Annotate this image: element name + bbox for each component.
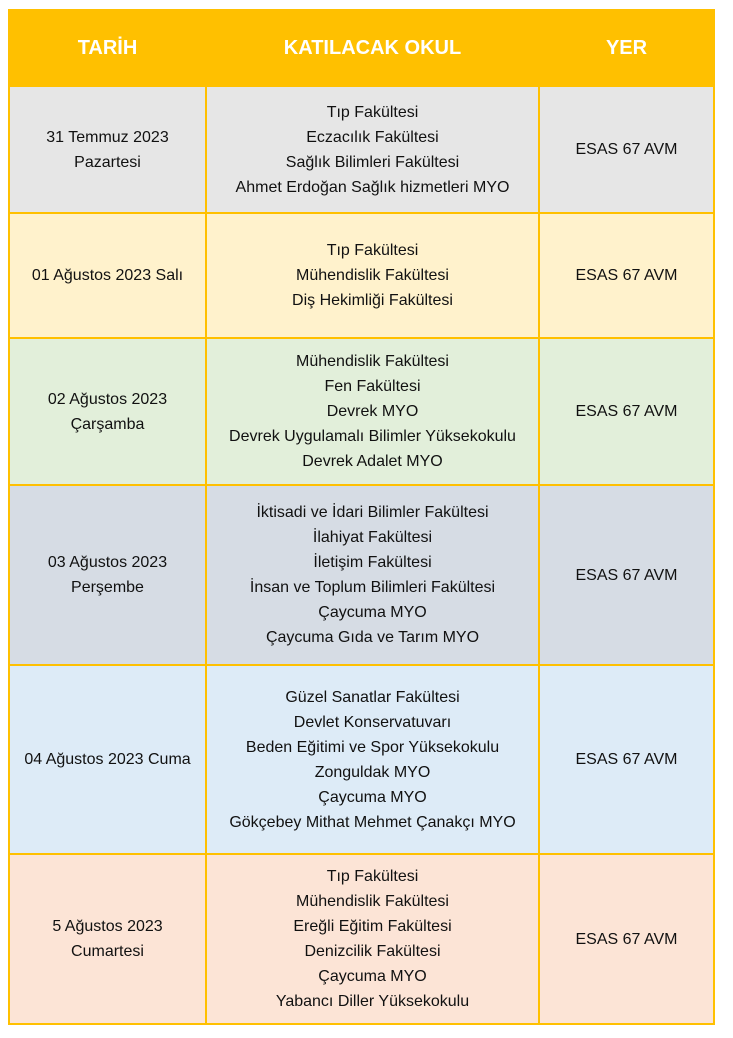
school-name: Diş Hekimliği Fakültesi xyxy=(292,292,453,309)
school-name: İnsan ve Toplum Bilimleri Fakültesi xyxy=(249,579,496,596)
date-cell: 01 Ağustos 2023 Salı xyxy=(9,213,206,338)
school-name: Tıp Fakültesi xyxy=(326,868,419,885)
school-name: İletişim Fakültesi xyxy=(313,554,432,571)
school-name: Beden Eğitimi ve Spor Yüksekokulu xyxy=(245,738,500,756)
table-row xyxy=(9,854,714,1024)
place-cell: ESAS 67 AVM xyxy=(539,86,714,213)
school-name: Mühendislik Fakültesi xyxy=(296,893,449,910)
date-cell: 03 Ağustos 2023 Perşembe xyxy=(9,485,206,665)
school-name: Çaycuma MYO xyxy=(318,604,427,621)
school-name: İktisadi ve İdari Bilimler Fakültesi xyxy=(256,504,489,521)
school-name: Ahmet Erdoğan Sağlık hizmetleri MYO xyxy=(235,178,510,196)
school-name: Çaycuma Gıda ve Tarım MYO xyxy=(265,629,480,646)
schedule-table xyxy=(8,9,715,1025)
table-row xyxy=(9,665,714,854)
school-cell xyxy=(206,854,539,1024)
school-name: Devrek Adalet MYO xyxy=(302,453,443,470)
school-name: Sağlık Bilimleri Fakültesi xyxy=(285,153,460,171)
school-name: Eczacılık Fakültesi xyxy=(306,128,439,146)
school-name: Mühendislik Fakültesi xyxy=(296,353,449,370)
table-row xyxy=(9,86,714,213)
school-cell xyxy=(206,86,539,213)
header-school: KATILACAK OKUL xyxy=(206,10,539,86)
place-cell: ESAS 67 AVM xyxy=(539,338,714,485)
school-name: Güzel Sanatlar Fakültesi xyxy=(285,688,460,706)
school-name: Denizcilik Fakültesi xyxy=(304,943,441,960)
school-name: Devrek Uygulamalı Bilimler Yüksekokulu xyxy=(229,428,516,445)
school-cell xyxy=(206,213,539,338)
school-name: Zonguldak MYO xyxy=(314,763,431,781)
table-row xyxy=(9,213,714,338)
school-name: Yabancı Diller Yüksekokulu xyxy=(275,993,470,1010)
school-name: Gökçebey Mithat Mehmet Çanakçı MYO xyxy=(229,813,516,831)
school-name: Mühendislik Fakültesi xyxy=(296,267,449,284)
school-cell xyxy=(206,665,539,854)
school-name: Tıp Fakültesi xyxy=(326,242,419,259)
school-cell xyxy=(206,338,539,485)
school-name: Tıp Fakültesi xyxy=(326,103,419,121)
place-cell: ESAS 67 AVM xyxy=(539,854,714,1024)
place-cell: ESAS 67 AVM xyxy=(539,213,714,338)
place-cell: ESAS 67 AVM xyxy=(539,665,714,854)
place-cell: ESAS 67 AVM xyxy=(539,485,714,665)
date-cell: 02 Ağustos 2023 Çarşamba xyxy=(9,338,206,485)
school-name: Ereğli Eğitim Fakültesi xyxy=(293,918,452,935)
header-date: TARİH xyxy=(9,10,206,86)
school-name: Fen Fakültesi xyxy=(324,378,421,395)
schedule-sheet xyxy=(8,9,713,1025)
school-name: Çaycuma MYO xyxy=(318,968,427,985)
table-row xyxy=(9,338,714,485)
date-cell: 31 Temmuz 2023 Pazartesi xyxy=(9,86,206,213)
school-name: İlahiyat Fakültesi xyxy=(312,529,433,546)
school-cell xyxy=(206,485,539,665)
school-name: Devlet Konservatuvarı xyxy=(293,713,452,731)
table-row xyxy=(9,485,714,665)
date-cell: 5 Ağustos 2023 Cumartesi xyxy=(9,854,206,1024)
school-name: Çaycuma MYO xyxy=(318,788,427,806)
header-row xyxy=(9,10,714,86)
date-cell: 04 Ağustos 2023 Cuma xyxy=(9,665,206,854)
header-place: YER xyxy=(539,10,714,86)
school-name: Devrek MYO xyxy=(326,403,419,420)
